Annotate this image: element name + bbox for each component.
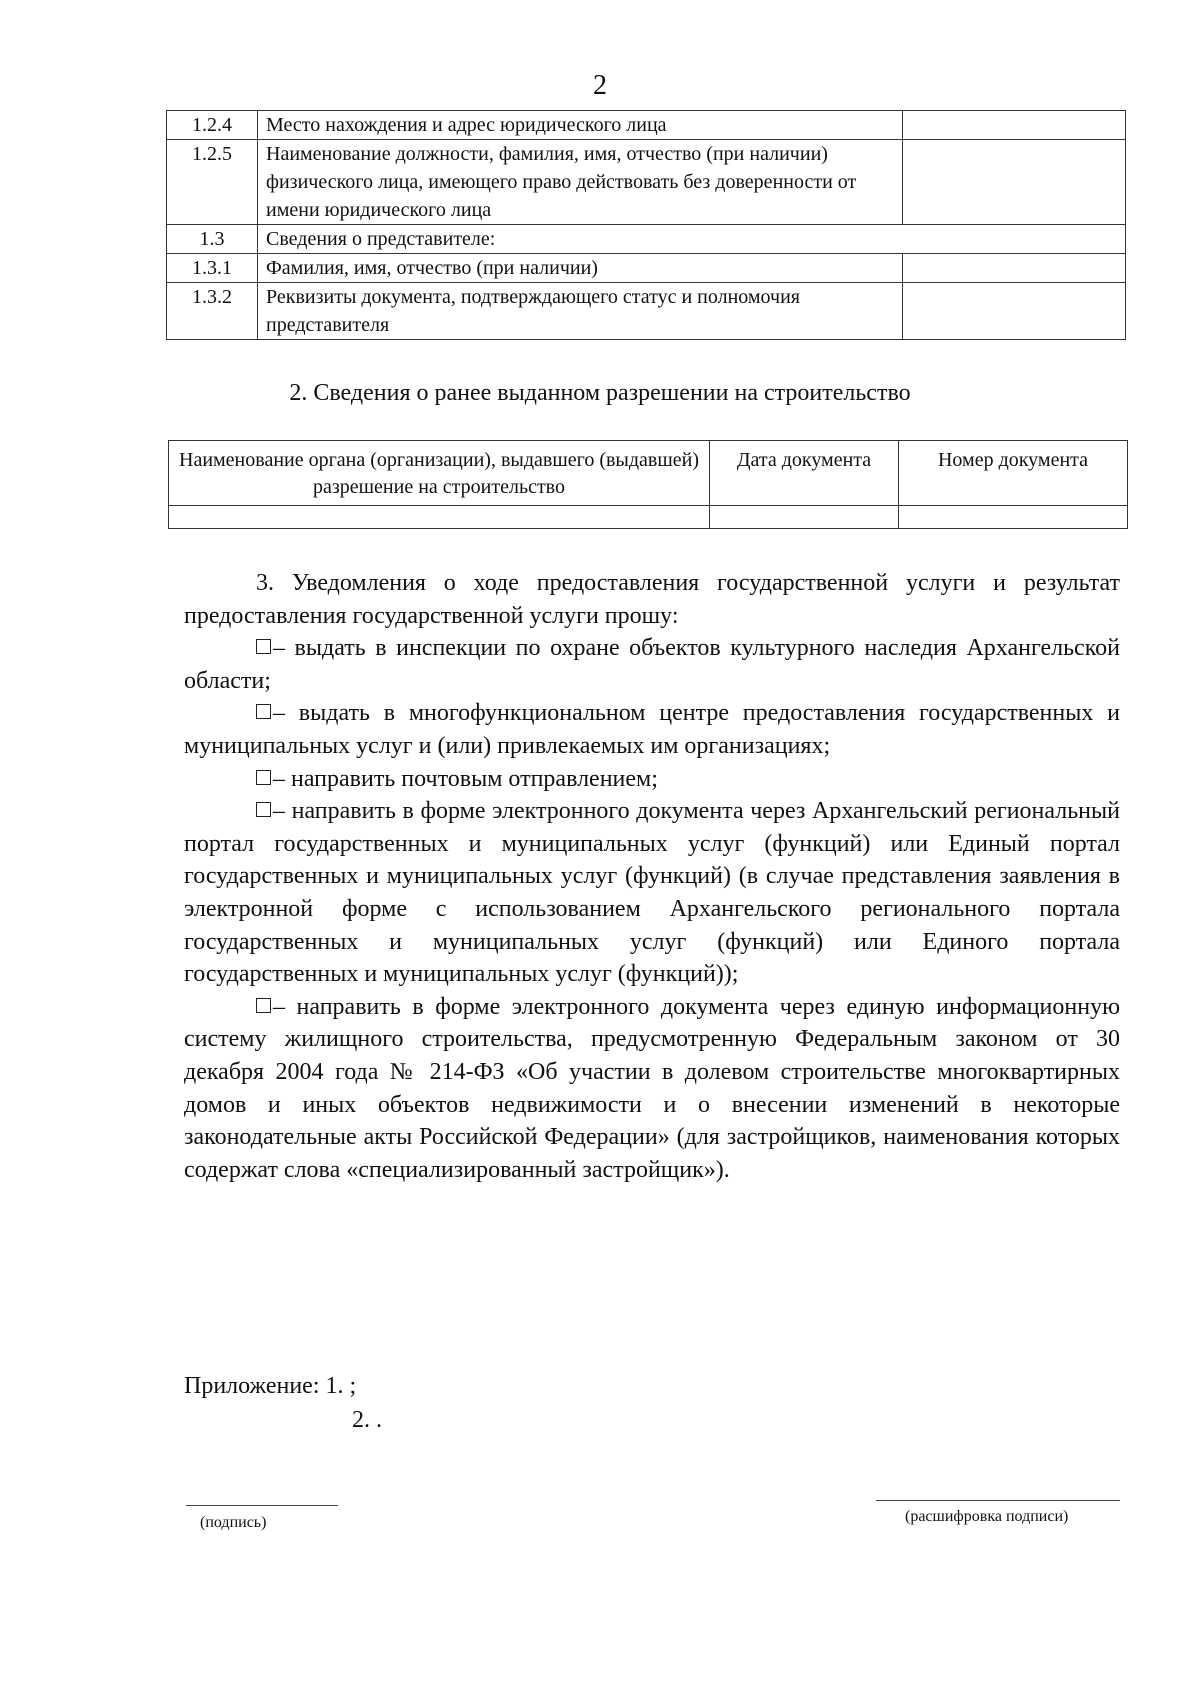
header-issuer: Наименование органа (организации), выдавшего (выдавшей) разрешение на строительство — [169, 441, 710, 506]
applicant-table — [166, 110, 1126, 340]
row-value-cell[interactable] — [903, 254, 1126, 283]
option-portal: – направить в форме электронного документа через Архангельский региональный портал государственных и муниципальных услуг (функций) или Единый портал государственных и муниципальных услуг (функций) (в случае представления заявления в электронной форме с использованием Архангельского регионального портала государственных и муниципальных услуг (функций) или Единого портала государственных и муниципальных услуг (функций)); — [184, 798, 1120, 988]
table-header-row — [169, 441, 1128, 506]
table-row — [167, 254, 1126, 283]
number-cell[interactable] — [899, 506, 1128, 529]
row-label: Сведения о представителе: — [258, 225, 1126, 254]
issuer-cell[interactable] — [169, 506, 710, 529]
signature-line[interactable] — [186, 1505, 338, 1506]
checkbox-icon[interactable] — [256, 639, 271, 654]
date-cell[interactable] — [710, 506, 899, 529]
table-row — [167, 283, 1126, 340]
row-number: 1.3.1 — [167, 254, 258, 283]
row-label: Реквизиты документа, подтверждающего статус и полномочия представителя — [258, 283, 903, 340]
signature-caption: (подпись) — [200, 1514, 267, 1531]
table-row — [169, 506, 1128, 529]
option-issue-inspection: – выдать в инспекции по охране объектов культурного наследия Архангельской области; — [184, 635, 1120, 694]
header-number: Номер документа — [899, 441, 1128, 506]
option-eisgs: – направить в форме электронного документа через единую информационную систему жилищного строительства, предусмотренную Федеральным законом от 30 декабря 2004 года № 214-ФЗ «Об участии в долевом строительстве многоквартирных домов и иных объектов недвижимости и о внесении изменений в некоторые законодательные акты Российской Федерации» (для застройщиков, наименования которых содержат слова «специализированный застройщик»). — [184, 993, 1120, 1183]
section3 — [184, 567, 1120, 1186]
table-row — [167, 140, 1126, 225]
row-label: Наименование должности, фамилия, имя, отчество (при наличии) физического лица, имеющего право действовать без доверенности от имени юридического лица — [258, 140, 903, 225]
section2-title: 2. Сведения о ранее выданном разрешении на строительство — [289, 380, 911, 406]
row-number: 1.2.5 — [167, 140, 258, 225]
annex-item-1: 1. ; — [325, 1373, 357, 1399]
annex-item-2: 2. . — [352, 1407, 382, 1433]
row-value-cell[interactable] — [903, 283, 1126, 340]
section3-intro: 3. Уведомления о ходе предоставления государственной услуги и результат предоставления государственной услуги прошу: — [184, 570, 1120, 629]
checkbox-icon[interactable] — [256, 802, 271, 817]
signature-decode-line[interactable] — [876, 1500, 1120, 1501]
row-number: 1.3 — [167, 225, 258, 254]
row-number: 1.2.4 — [167, 111, 258, 140]
table-row — [167, 225, 1126, 254]
page-number: 2 — [593, 70, 607, 101]
header-date: Дата документа — [710, 441, 899, 506]
row-label: Место нахождения и адрес юридического лица — [258, 111, 903, 140]
option-post: – направить почтовым отправлением; — [184, 763, 1120, 796]
row-value-cell[interactable] — [903, 140, 1126, 225]
permit-table — [168, 440, 1128, 529]
signature-decode-caption: (расшифровка подписи) — [905, 1508, 1069, 1525]
option-issue-mfc: – выдать в многофункциональном центре предоставления государственных и муниципальных услуг и (или) привлекаемых им организациях; — [184, 700, 1120, 759]
row-number: 1.3.2 — [167, 283, 258, 340]
row-label: Фамилия, имя, отчество (при наличии) — [258, 254, 903, 283]
annex — [184, 1369, 382, 1437]
row-value-cell[interactable] — [903, 111, 1126, 140]
checkbox-icon[interactable] — [256, 770, 271, 785]
checkbox-icon[interactable] — [256, 704, 271, 719]
annex-label: Приложение: — [184, 1373, 320, 1399]
table-row — [167, 111, 1126, 140]
checkbox-icon[interactable] — [256, 998, 271, 1013]
